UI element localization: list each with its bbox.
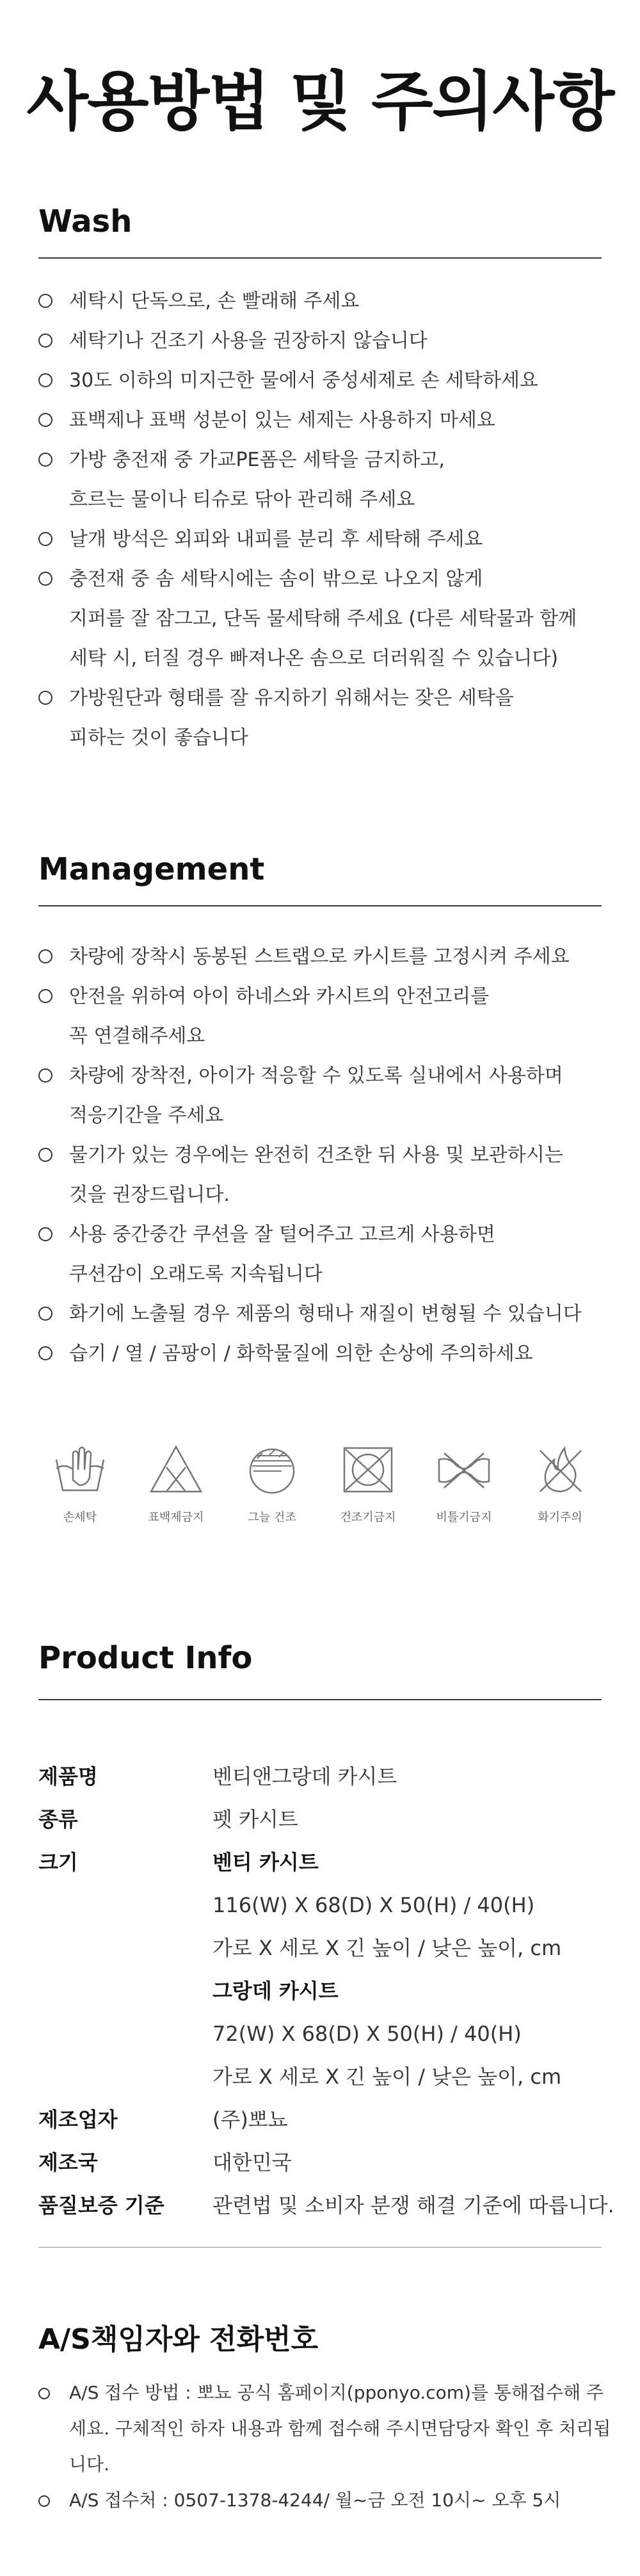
shade-dry-icon <box>243 1440 301 1498</box>
list-item <box>38 1294 614 1334</box>
no-tumble-dry-icon <box>339 1440 397 1498</box>
list-item-text: A/S 접수처 : 0507-1378-4244/ 월~금 오전 10시~ 오후 5시 <box>69 2490 561 2511</box>
wash-list <box>38 282 614 758</box>
info-label: 제품명 <box>38 1764 98 1789</box>
list-item-text: 담당자 확인 후 처리됩니다. <box>69 2418 611 2475</box>
list-item-text: 충전재 중 솜 세탁시에는 솜이 밖으로 나오지 않게 <box>69 568 483 590</box>
list-item-text: 화기에 노출될 경우 제품의 형태나 재질이 변형될 수 있습니다 <box>69 1303 582 1325</box>
bullet-circle-icon <box>38 1227 52 1241</box>
bullet-circle-icon <box>38 949 52 963</box>
list-item <box>38 1136 614 1215</box>
info-row-warranty <box>38 2184 614 2227</box>
list-item <box>38 282 614 321</box>
no-wring-icon <box>435 1440 493 1498</box>
care-item <box>230 1440 314 1543</box>
venti-title: 벤티 카시트 <box>212 1850 319 1874</box>
info-row-venti-desc <box>38 1927 614 1970</box>
bullet-circle-icon <box>38 413 52 427</box>
info-row-size <box>38 1841 614 1884</box>
list-item-text: 차량에 장착시 동봉된 스트랩으로 카시트를 고정시켜 주세요 <box>69 946 570 968</box>
list-item-text: 세탁 시, 터질 경우 빠져나온 솜으로 더러워질 수 있습니다) <box>69 647 559 670</box>
list-item-text: 접수해 주세요. 구체적인 하자 내용과 함께 접수해 주시면 <box>69 2382 604 2439</box>
list-item-text: 지퍼를 잘 잠그고, 단독 물세탁해 주세요 (다른 세탁물과 함께 <box>69 608 577 630</box>
list-item-text: 가방 충전재 중 가교PE폼은 세탁을 금지하고, <box>69 449 445 471</box>
venti-dims: 116(W) X 68(D) X 50(H) / 40(H) <box>212 1893 535 1917</box>
list-item <box>38 1215 614 1294</box>
as-list <box>38 2375 614 2518</box>
care-label: 건조기금지 <box>340 1511 396 1524</box>
care-label: 손세탁 <box>63 1511 97 1524</box>
info-value: 벤티앤그랑데 카시트 <box>212 1764 397 1789</box>
list-item <box>38 937 614 977</box>
bullet-circle-icon <box>38 373 52 387</box>
wash-divider <box>38 257 602 259</box>
care-label: 그늘 건조 <box>248 1511 296 1524</box>
list-item-text: 30도 이하의 미지근한 물에서 중성세제로 손 세탁하세요 <box>69 369 538 392</box>
care-label: 비틀기금지 <box>436 1511 492 1524</box>
info-row-country <box>38 2141 614 2184</box>
info-row-type <box>38 1798 614 1841</box>
info-row-maker <box>38 2098 614 2141</box>
care-item <box>326 1440 410 1543</box>
bullet-circle-icon <box>38 691 52 705</box>
bullet-circle-icon <box>38 334 52 348</box>
bullet-circle-icon <box>38 2388 50 2399</box>
list-item-text: 적응기간을 주세요 <box>69 1104 224 1127</box>
as-heading: A/S책임자와 전화번호 <box>38 2323 319 2356</box>
info-value: 대한민국 <box>212 2150 292 2175</box>
info-label: 제조국 <box>38 2150 98 2175</box>
bullet-circle-icon <box>38 1148 52 1162</box>
wash-heading: Wash <box>38 204 132 239</box>
list-item <box>38 321 614 361</box>
info-label: 제조업자 <box>38 2107 118 2132</box>
list-item-text: 안전을 위하여 아이 하네스와 카시트의 안전고리를 <box>69 985 490 1008</box>
management-divider <box>38 905 602 906</box>
list-item-text: 세탁시 단독으로, 손 빨래해 주세요 <box>69 290 360 312</box>
care-label: 화기주의 <box>538 1511 582 1524</box>
care-item <box>518 1440 602 1543</box>
list-item <box>38 977 614 1056</box>
list-item <box>38 1056 614 1136</box>
info-row-name <box>38 1755 614 1798</box>
no-bleach-icon <box>147 1440 205 1498</box>
list-item <box>38 2375 614 2483</box>
grande-title: 그랑데 카시트 <box>212 1979 339 2003</box>
list-item <box>38 679 614 758</box>
bullet-circle-icon <box>38 1068 52 1083</box>
list-item-text: 습기 / 열 / 곰팡이 / 화학물질에 의한 손상에 주의하세요 <box>69 1342 533 1365</box>
management-heading: Management <box>38 851 265 887</box>
bullet-circle-icon <box>38 989 52 1003</box>
product-divider <box>38 1699 602 1700</box>
management-list <box>38 937 614 1374</box>
list-item-text: 쿠션감이 오래도록 지속됩니다 <box>69 1263 323 1285</box>
list-item-text: 가방원단과 형태를 잘 유지하기 위해서는 잦은 세탁을 <box>69 687 514 709</box>
list-item-text: 날개 방석은 외피와 내피를 분리 후 세탁해 주세요 <box>69 528 483 551</box>
info-row-grande-desc <box>38 2056 614 2098</box>
bullet-circle-icon <box>38 1346 52 1360</box>
list-item-text: 꼭 연결해주세요 <box>69 1025 205 1047</box>
product-heading: Product Info <box>38 1640 253 1676</box>
info-row-grande <box>38 1970 614 2013</box>
list-item <box>38 2483 614 2518</box>
list-item-text: 것을 권장드립니다. <box>69 1184 230 1206</box>
bullet-circle-icon <box>38 1307 52 1321</box>
list-item <box>38 520 614 559</box>
info-value: 펫 카시트 <box>212 1807 298 1831</box>
list-item-text: 흐르는 물이나 티슈로 닦아 관리해 주세요 <box>69 488 415 511</box>
list-item-text: A/S 접수 방법 : 뽀뇨 공식 홈페이지(pponyo.com)를 통해 <box>69 2382 529 2403</box>
info-label: 품질보증 기준 <box>38 2193 164 2218</box>
list-item-text: 물기가 있는 경우에는 완전히 건조한 뒤 사용 및 보관하시는 <box>69 1144 563 1166</box>
info-value: 관련법 및 소비자 분쟁 해결 기준에 따릅니다. <box>212 2193 614 2218</box>
list-item-text: 사용 중간중간 쿠션을 잘 털어주고 고르게 사용하면 <box>69 1223 495 1246</box>
list-item <box>38 401 614 440</box>
list-item-text: 피하는 것이 좋습니다 <box>69 727 248 749</box>
bullet-circle-icon <box>38 532 52 546</box>
care-item <box>134 1440 218 1543</box>
care-item <box>422 1440 506 1543</box>
info-row-venti-dims <box>38 1884 614 1927</box>
venti-desc: 가로 X 세로 X 긴 높이 / 낮은 높이, cm <box>212 1936 562 1960</box>
hand-wash-icon <box>51 1440 109 1498</box>
list-item-text: 차량에 장착전, 아이가 적응할 수 있도록 실내에서 사용하며 <box>69 1065 563 1087</box>
care-label: 표백제금지 <box>148 1511 204 1524</box>
care-icons <box>38 1440 602 1543</box>
bullet-circle-icon <box>38 2495 50 2507</box>
list-item-text: 표백제나 표백 성분이 있는 세제는 사용하지 마세요 <box>69 409 495 431</box>
keep-away-fire-icon <box>531 1440 589 1498</box>
care-item <box>38 1440 122 1543</box>
grande-dims: 72(W) X 68(D) X 50(H) / 40(H) <box>212 2022 522 2046</box>
grande-desc: 가로 X 세로 X 긴 높이 / 낮은 높이, cm <box>212 2065 562 2089</box>
bullet-circle-icon <box>38 572 52 586</box>
list-item <box>38 361 614 401</box>
bullet-circle-icon <box>38 453 52 467</box>
list-item-text: 세탁기나 건조기 사용을 권장하지 않습니다 <box>69 330 428 352</box>
product-info-table <box>38 1755 614 2227</box>
info-value: (주)뽀뇨 <box>212 2107 288 2132</box>
info-divider <box>38 2247 602 2248</box>
page-title: 사용방법 및 주의사항 <box>26 64 614 139</box>
list-item <box>38 1334 614 1374</box>
info-label: 종류 <box>38 1807 78 1831</box>
info-label: 크기 <box>38 1850 78 1874</box>
list-item <box>38 440 614 520</box>
info-row-grande-dims <box>38 2013 614 2056</box>
bullet-circle-icon <box>38 294 52 308</box>
list-item <box>38 559 614 679</box>
